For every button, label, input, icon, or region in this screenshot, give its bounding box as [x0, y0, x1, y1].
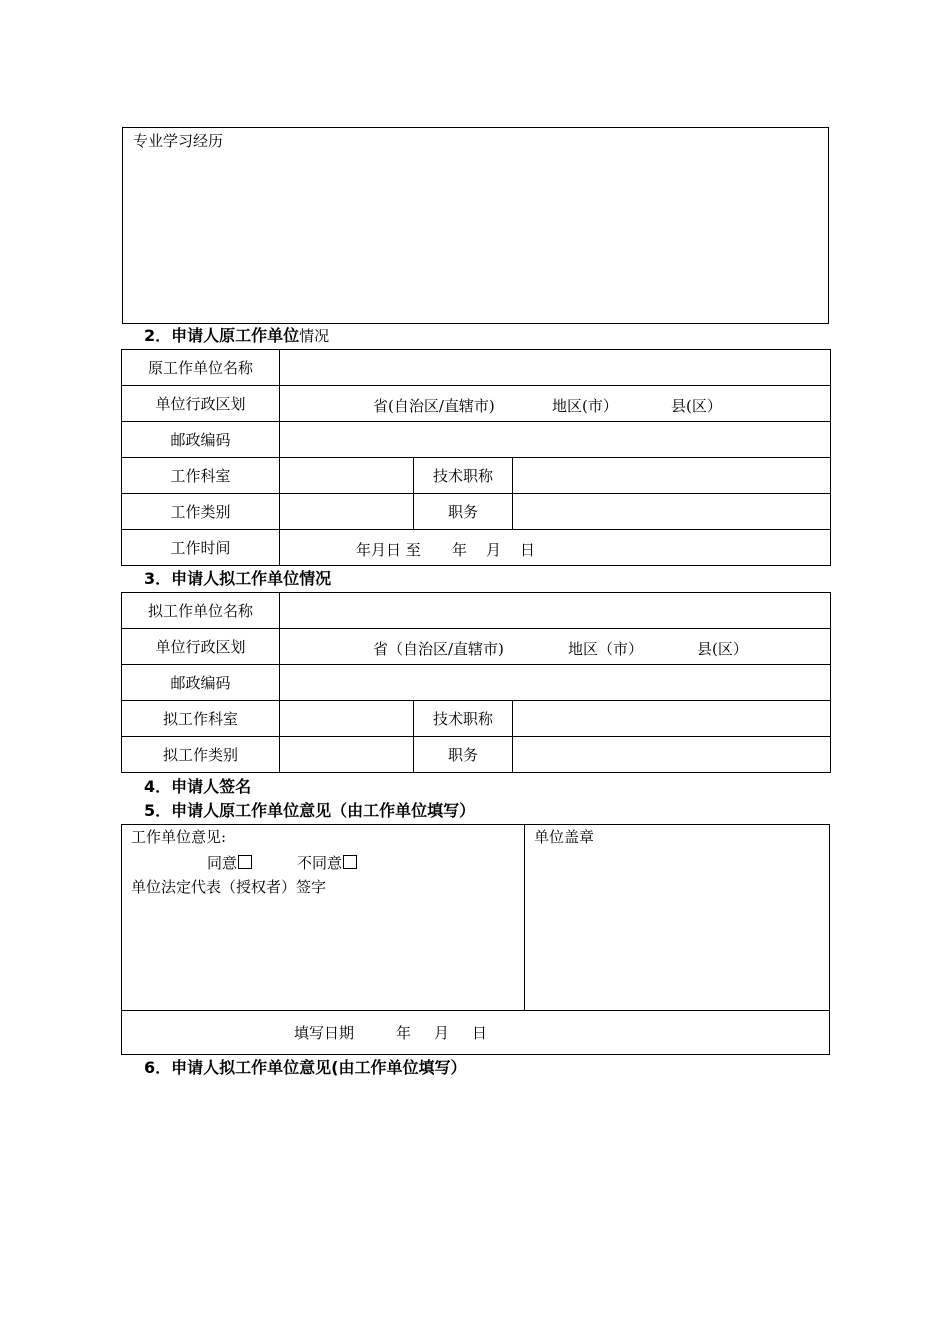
section2-title-rest: 情况: [299, 327, 330, 345]
original-postcode-label: 邮政编码: [122, 422, 280, 458]
target-duty-label: 职务: [414, 737, 513, 773]
agree-checkbox[interactable]: [238, 855, 252, 869]
opinion-label: 工作单位意见:: [131, 828, 227, 846]
target-duty-field[interactable]: [513, 737, 831, 773]
original-unit-name-field[interactable]: [280, 350, 831, 386]
original-unit-name-label: 原工作单位名称: [122, 350, 280, 386]
section2-title-bold: 2．申请人原工作单位: [144, 326, 300, 345]
section4-heading: 4．申请人签名: [144, 777, 252, 796]
date-label: 填写日期: [294, 1024, 355, 1042]
study-history-box: [122, 127, 829, 324]
target-postcode-field[interactable]: [280, 665, 831, 701]
region-county-text: 县(区）: [671, 397, 722, 415]
table-row: [122, 494, 831, 530]
opinion-left-cell[interactable]: [122, 825, 525, 1011]
time-value-day: 日: [520, 541, 536, 559]
original-time-label: 工作时间: [122, 530, 280, 566]
target-category-label: 拟工作类别: [122, 737, 280, 773]
original-dept-field[interactable]: [280, 458, 414, 494]
table-row: [122, 701, 831, 737]
original-category-field[interactable]: [280, 494, 414, 530]
time-value-start: 年月日 至: [356, 541, 421, 559]
date-year: 年: [396, 1024, 412, 1042]
region-province-text: 省(自治区/直辖市): [373, 397, 495, 415]
target-postcode-label: 邮政编码: [122, 665, 280, 701]
table-row: [122, 350, 831, 386]
table-row: [122, 629, 831, 665]
original-time-field[interactable]: [280, 530, 831, 566]
target-dept-label: 拟工作科室: [122, 701, 280, 737]
table-row: [122, 593, 831, 629]
date-row[interactable]: [122, 1011, 829, 1054]
table-row: [122, 665, 831, 701]
region-province-text: 省（自治区/直辖市): [373, 640, 504, 658]
table-row: [122, 386, 831, 422]
target-dept-field[interactable]: [280, 701, 414, 737]
time-value-month: 月: [486, 541, 502, 559]
target-unit-name-field[interactable]: [280, 593, 831, 629]
table-row: [122, 737, 831, 773]
target-unit-name-label: 拟工作单位名称: [122, 593, 280, 629]
region-city-text: 地区（市）: [568, 640, 644, 658]
time-value-year: 年: [452, 541, 468, 559]
agree-option[interactable]: [207, 855, 252, 871]
disagree-checkbox[interactable]: [343, 855, 357, 869]
original-category-label: 工作类别: [122, 494, 280, 530]
original-tech-title-label: 技术职称: [414, 458, 513, 494]
original-tech-title-field[interactable]: [513, 458, 831, 494]
target-region-field[interactable]: [280, 629, 831, 665]
original-dept-label: 工作科室: [122, 458, 280, 494]
original-duty-field[interactable]: [513, 494, 831, 530]
date-day: 日: [472, 1024, 488, 1042]
section3-table: [121, 592, 831, 773]
original-postcode-field[interactable]: [280, 422, 831, 458]
table-row: [122, 422, 831, 458]
target-tech-title-label: 技术职称: [414, 701, 513, 737]
target-tech-title-field[interactable]: [513, 701, 831, 737]
section3-heading: 3．申请人拟工作单位情况: [144, 569, 332, 588]
disagree-option[interactable]: [297, 855, 357, 871]
section5-opinion-box: [121, 824, 830, 1055]
original-region-field[interactable]: [280, 386, 831, 422]
table-row: [122, 530, 831, 566]
seal-cell[interactable]: [524, 825, 829, 1011]
original-region-label: 单位行政区划: [122, 386, 280, 422]
section2-heading: [144, 328, 329, 344]
signature-label: 单位法定代表（授权者）签字: [131, 878, 327, 896]
target-category-field[interactable]: [280, 737, 414, 773]
date-month: 月: [434, 1024, 450, 1042]
table-row: [122, 458, 831, 494]
section5-heading: 5．申请人原工作单位意见（由工作单位填写）: [144, 801, 476, 820]
section2-table: [121, 349, 831, 566]
target-region-label: 单位行政区划: [122, 629, 280, 665]
region-city-text: 地区(市）: [552, 397, 618, 415]
study-history-label: 专业学习经历: [133, 132, 224, 150]
agree-label: 同意: [207, 854, 238, 872]
region-county-text: 县(区）: [697, 640, 748, 658]
original-duty-label: 职务: [414, 494, 513, 530]
section6-heading: 6．申请人拟工作单位意见(由工作单位填写）: [144, 1058, 467, 1077]
disagree-label: 不同意: [297, 854, 343, 872]
seal-label: 单位盖章: [534, 828, 595, 846]
